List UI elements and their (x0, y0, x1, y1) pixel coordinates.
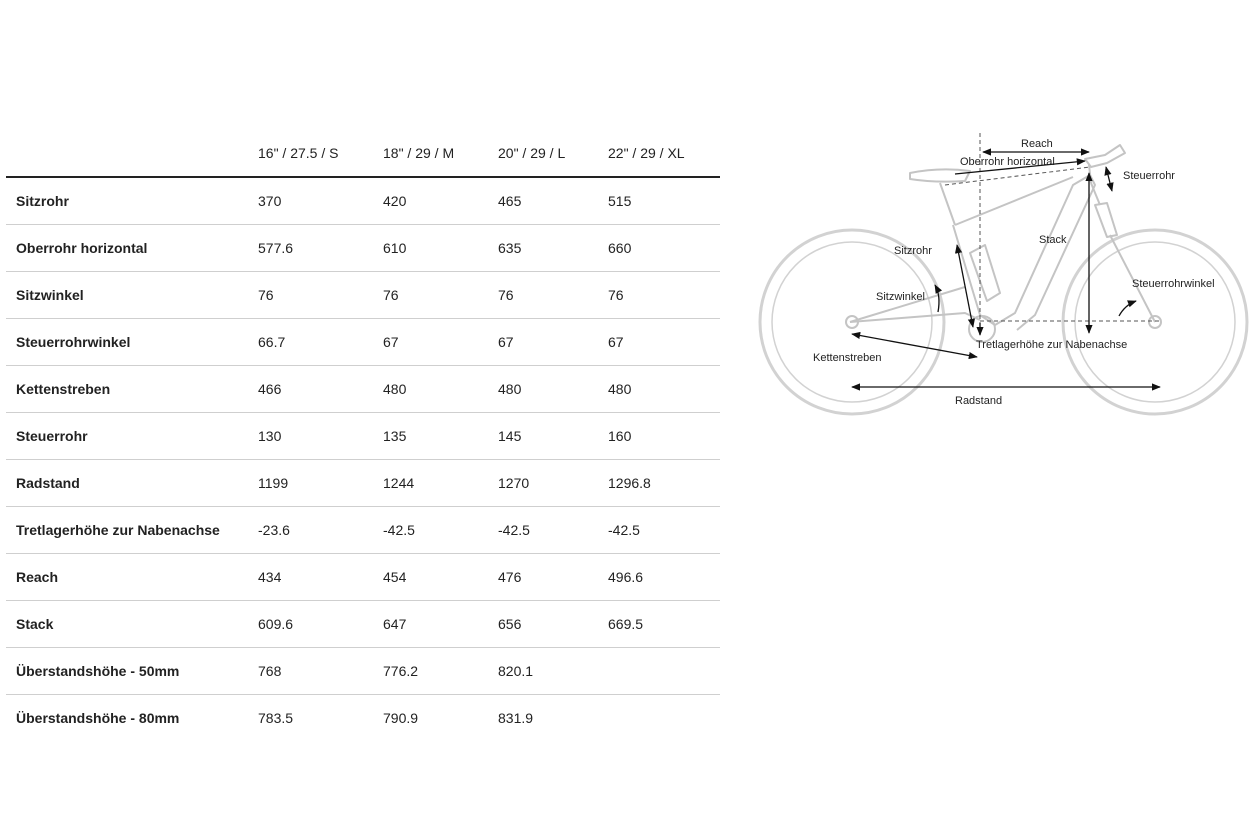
table-cell: 776.2 (382, 648, 497, 695)
table-cell: 660 (607, 225, 720, 272)
table-cell: 1199 (257, 460, 382, 507)
table-cell: 466 (257, 366, 382, 413)
table-row (6, 366, 720, 413)
table-cell: 768 (257, 648, 382, 695)
table-cell: 515 (607, 177, 720, 225)
label-steuerrohr: Steuerrohr (1123, 170, 1175, 182)
measurement-arrows (852, 152, 1160, 387)
label-kettenstreben: Kettenstreben (813, 352, 882, 364)
table-cell: 480 (382, 366, 497, 413)
row-label: Tretlagerhöhe zur Nabenachse (6, 507, 257, 554)
table-cell: 476 (497, 554, 607, 601)
table-header-row (6, 130, 720, 177)
header-corner (6, 130, 257, 177)
steuerrohr-arrow (1106, 167, 1112, 191)
table-cell: 66.7 (257, 319, 382, 366)
table-cell: 370 (257, 177, 382, 225)
table-cell: 820.1 (497, 648, 607, 695)
label-sitzrohr: Sitzrohr (894, 245, 932, 257)
table-row (6, 507, 720, 554)
table-cell: 67 (497, 319, 607, 366)
row-label: Überstandshöhe - 50mm (6, 648, 257, 695)
table-cell: 656 (497, 601, 607, 648)
table-cell: 831.9 (498, 710, 534, 726)
label-radstand: Radstand (955, 395, 1003, 407)
table-cell: 420 (382, 177, 497, 225)
table-cell: -42.5 (382, 507, 497, 554)
table-cell: 76 (497, 272, 607, 319)
label-steuerrohrwinkel: Steuerrohrwinkel (1132, 278, 1215, 290)
table-cell: 1244 (382, 460, 497, 507)
row-label: Sitzwinkel (6, 272, 257, 319)
table-cell: 67 (382, 319, 497, 366)
table-cell: 434 (257, 554, 382, 601)
table-cell: -23.6 (257, 507, 382, 554)
table-cell: -42.5 (607, 507, 720, 554)
label-oberrohr-horizontal: Oberrohr horizontal (960, 156, 1055, 168)
label-stack: Stack (1039, 234, 1067, 246)
table-cell: 130 (257, 413, 382, 460)
row-label: Radstand (6, 460, 257, 507)
table-cell: 577.6 (257, 225, 382, 272)
table-row (6, 177, 720, 225)
header-size-l: 20" / 29 / L (497, 130, 607, 177)
table-row (6, 225, 720, 272)
table-cell: 76 (607, 272, 720, 319)
table-row (6, 648, 720, 695)
row-label: Kettenstreben (6, 366, 257, 413)
row-label: Steuerrohr (6, 413, 257, 460)
table-row (6, 554, 720, 601)
table-cell: 669.5 (607, 601, 720, 648)
row-label: Oberrohr horizontal (6, 225, 257, 272)
table-cell: 480 (607, 366, 720, 413)
table-cell: 67 (607, 319, 720, 366)
table-cell: 454 (382, 554, 497, 601)
row-label: Stack (6, 601, 257, 648)
table-cell (607, 648, 720, 695)
header-size-xl: 22" / 29 / XL (607, 130, 720, 177)
table-row (6, 695, 720, 742)
table-cell: 610 (382, 225, 497, 272)
row-label: Reach (6, 554, 257, 601)
table-cell: 76 (257, 272, 382, 319)
table-cell: 160 (607, 413, 720, 460)
label-reach: Reach (1021, 138, 1053, 150)
table-cell: 1270 (497, 460, 607, 507)
table-cell: 609.6 (257, 601, 382, 648)
table-cell (607, 695, 720, 742)
table-cell: 1296.8 (607, 460, 720, 507)
table-cell: 145 (497, 413, 607, 460)
row-label: Überstandshöhe - 80mm (16, 710, 180, 726)
table-row (6, 413, 720, 460)
table-cell: 135 (382, 413, 497, 460)
table-cell: 480 (497, 366, 607, 413)
table-cell: 790.9 (383, 710, 419, 726)
table-cell: -42.5 (497, 507, 607, 554)
table-cell: 647 (382, 601, 497, 648)
row-label: Sitzrohr (6, 177, 257, 225)
label-tretlagerhoehe: Tretlagerhöhe zur Nabenachse (976, 339, 1128, 351)
table-cell: 76 (382, 272, 497, 319)
table-cell: 635 (497, 225, 607, 272)
bike-geometry-diagram (755, 125, 1260, 425)
table-row (6, 272, 720, 319)
table-cell: 783.5 (258, 710, 294, 726)
row-label: Steuerrohrwinkel (6, 319, 257, 366)
header-size-m: 18" / 29 / M (382, 130, 497, 177)
table-cell: 496.6 (607, 554, 720, 601)
geometry-table (6, 130, 720, 741)
table-row (6, 601, 720, 648)
bike-frame (846, 145, 1161, 342)
header-size-s: 16" / 27.5 / S (257, 130, 382, 177)
label-sitzwinkel: Sitzwinkel (876, 291, 925, 303)
table-cell: 465 (497, 177, 607, 225)
table-row (6, 460, 720, 507)
table-row (6, 319, 720, 366)
steuerrohrwinkel-arc (1119, 301, 1136, 316)
